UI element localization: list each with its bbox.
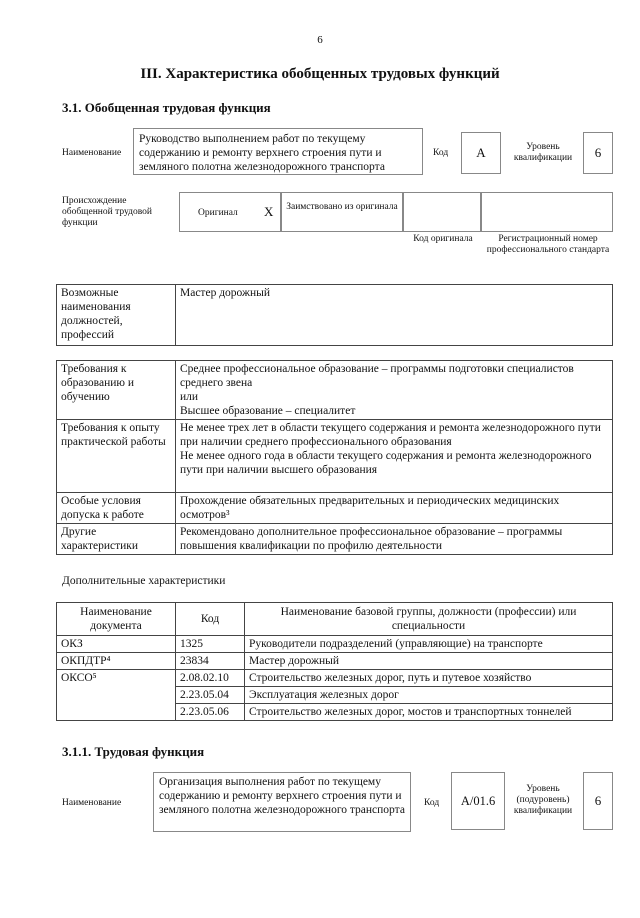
requirements-table (56, 360, 613, 555)
original-label: Оригинал (198, 208, 238, 218)
header-name: Наименование базовой группы, должности (профессии) или специальности (245, 603, 613, 636)
additional-header-row (57, 603, 613, 636)
code-label: Код (433, 148, 449, 158)
origin-label: Происхождение обобщенной трудовой функции (62, 196, 152, 228)
doc-cell: ОКЗ (57, 636, 176, 653)
code-value-box: А (461, 132, 501, 174)
page-number: 6 (317, 34, 323, 46)
header-code: Код (176, 603, 245, 636)
table-row (57, 653, 613, 670)
positions-value: Мастер дорожный (176, 285, 613, 346)
requirement-value: Прохождение обязательных предварительных и периодических медицинских осмотров³ (176, 493, 613, 524)
code-cell: 1325 (176, 636, 245, 653)
table-row (57, 670, 613, 687)
section-title: III. Характеристика обобщенных трудовых функций (140, 66, 500, 82)
code-cell: 2.23.05.06 (176, 704, 245, 721)
requirement-value: Не менее трех лет в области текущего содержания и ремонта железнодорожного пути при наличии среднего профессионального образования Не менее одного года в области текущего содержания и ремонта железнодорожного пути при наличии высшего образования (176, 420, 613, 493)
subsection-heading-3-1-1: 3.1.1. Трудовая функция (62, 744, 205, 759)
name-label-3-1-1: Наименование (62, 798, 122, 808)
requirement-row-experience (57, 420, 613, 493)
positions-table (56, 284, 613, 346)
doc-cell: ОКСО⁵ (57, 670, 176, 721)
requirement-row-admission (57, 493, 613, 524)
reg-number-caption: Регистрационный номер профессионального стандарта (486, 234, 610, 255)
additional-table (56, 602, 613, 721)
doc-cell: ОКПДТР⁴ (57, 653, 176, 670)
code-cell: 23834 (176, 653, 245, 670)
level-value-box-3-1-1: 6 (583, 772, 613, 830)
requirement-label: Особые условия допуска к работе (57, 493, 176, 524)
positions-row (57, 285, 613, 346)
name-label: Наименование (62, 148, 122, 158)
name-cell: Строительство железных дорог, мостов и транспортных тоннелей (245, 704, 613, 721)
requirement-value: Рекомендовано дополнительное профессиональное образование – программы повышения квалификации по профилю деятельности (176, 524, 613, 555)
borrowed-cell: Заимствовано из оригинала (281, 192, 403, 232)
requirement-label: Другие характеристики (57, 524, 176, 555)
subsection-heading-3-1: 3.1. Обобщенная трудовая функция (62, 100, 271, 115)
code-cell: 2.23.05.04 (176, 687, 245, 704)
reg-number-cell (481, 192, 613, 232)
name-cell: Строительство железных дорог, путь и путевое хозяйство (245, 670, 613, 687)
name-cell: Эксплуатация железных дорог (245, 687, 613, 704)
level-value-box: 6 (583, 132, 613, 174)
name-cell: Мастер дорожный (245, 653, 613, 670)
code-cell: 2.08.02.10 (176, 670, 245, 687)
requirement-label: Требования к образованию и обучению (57, 361, 176, 420)
code-value-box-3-1-1: А/01.6 (451, 772, 505, 830)
positions-label: Возможные наименования должностей, профессий (57, 285, 176, 346)
original-mark: X (264, 204, 274, 219)
requirement-label: Требования к опыту практической работы (57, 420, 176, 493)
level-label: Уровень квалификации (513, 142, 573, 163)
requirement-value: Среднее профессиональное образование – программы подготовки специалистов среднего звена или Высшее образование – специалитет (176, 361, 613, 420)
name-cell: Руководители подразделений (управляющие) на транспорте (245, 636, 613, 653)
original-code-cell (403, 192, 481, 232)
requirement-row-other (57, 524, 613, 555)
original-cell (179, 192, 281, 232)
original-code-caption: Код оригинала (413, 234, 473, 244)
table-row (57, 636, 613, 653)
function-name-box: Руководство выполнением работ по текущему содержанию и ремонту верхнего строения пути и земляного полотна железнодорожного транспорта (133, 128, 423, 175)
function-name-box-3-1-1: Организация выполнения работ по текущему содержанию и ремонту верхнего строения пути и земляного полотна железнодорожного транспорта (153, 772, 411, 832)
requirement-row-education (57, 361, 613, 420)
code-label-3-1-1: Код (424, 798, 440, 808)
header-document: Наименование документа (57, 603, 176, 636)
additional-title: Дополнительные характеристики (62, 575, 226, 587)
level-label-3-1-1: Уровень (подуровень) квалификации (513, 784, 573, 816)
